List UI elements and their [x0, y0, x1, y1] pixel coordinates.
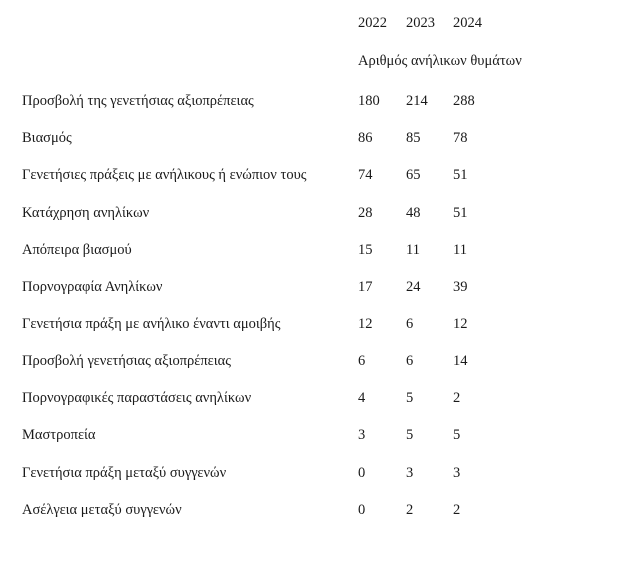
cell-2022: 86: [358, 130, 373, 146]
cell-2023: 6: [406, 353, 414, 369]
cell-2022: 6: [358, 353, 366, 369]
cell-2023: 5: [406, 390, 414, 406]
cell-2024: 12: [453, 316, 468, 332]
year-header-2022: 2022: [358, 15, 387, 31]
row-label: Ασέλγεια μεταξύ συγγενών: [22, 502, 182, 518]
cell-2023: 11: [406, 242, 420, 258]
cell-2023: 6: [406, 316, 414, 332]
table-row: [0, 130, 620, 150]
cell-2022: 180: [358, 93, 380, 109]
cell-2022: 0: [358, 465, 366, 481]
cell-2022: 15: [358, 242, 373, 258]
row-label: Προσβολή γενετήσιας αξιοπρέπειας: [22, 353, 232, 369]
row-label: Γενετήσια πράξη μεταξύ συγγενών: [22, 465, 227, 481]
year-header-2023: 2023: [406, 15, 435, 31]
table-row: [0, 427, 620, 447]
cell-2023: 85: [406, 130, 421, 146]
cell-2024: 5: [453, 427, 461, 443]
cell-2023: 3: [406, 465, 414, 481]
row-label: Γενετήσιες πράξεις με ανήλικους ή ενώπιον τους: [22, 167, 307, 183]
cell-2024: 2: [453, 502, 461, 518]
table-subtitle: Αριθμός ανήλικων θυμάτων: [358, 53, 522, 69]
row-label: Βιασμός: [22, 130, 72, 146]
table-row: [0, 242, 620, 262]
cell-2022: 12: [358, 316, 373, 332]
cell-2024: 51: [453, 167, 468, 183]
cell-2024: 51: [453, 205, 468, 221]
table-row: [0, 465, 620, 485]
table-row: [0, 167, 620, 187]
row-label: Προσβολή της γενετήσιας αξιοπρέπειας: [22, 93, 254, 109]
cell-2024: 78: [453, 130, 468, 146]
cell-2024: 11: [453, 242, 467, 258]
cell-2023: 65: [406, 167, 421, 183]
cell-2022: 3: [358, 427, 366, 443]
cell-2023: 214: [406, 93, 428, 109]
cell-2024: 39: [453, 279, 468, 295]
table-row: [0, 93, 620, 113]
row-label: Κατάχρηση ανηλίκων: [22, 205, 150, 221]
cell-2023: 48: [406, 205, 421, 221]
cell-2024: 3: [453, 465, 461, 481]
row-label: Γενετήσια πράξη με ανήλικο έναντι αμοιβής: [22, 316, 281, 332]
row-label: Πορνογραφικές παραστάσεις ανηλίκων: [22, 390, 252, 406]
cell-2022: 74: [358, 167, 373, 183]
cell-2022: 0: [358, 502, 366, 518]
year-header-2024: 2024: [453, 15, 482, 31]
cell-2023: 5: [406, 427, 414, 443]
cell-2024: 14: [453, 353, 468, 369]
cell-2024: 288: [453, 93, 475, 109]
table-row: [0, 390, 620, 410]
row-label: Πορνογραφία Ανηλίκων: [22, 279, 163, 295]
cell-2023: 24: [406, 279, 421, 295]
table-row: [0, 353, 620, 373]
table-row: [0, 205, 620, 225]
table-row: [0, 316, 620, 336]
cell-2023: 2: [406, 502, 414, 518]
row-label: Απόπειρα βιασμού: [22, 242, 132, 258]
cell-2022: 28: [358, 205, 373, 221]
cell-2022: 17: [358, 279, 373, 295]
cell-2024: 2: [453, 390, 461, 406]
table-row: [0, 279, 620, 299]
cell-2022: 4: [358, 390, 366, 406]
table-row: [0, 502, 620, 522]
row-label: Μαστροπεία: [22, 427, 96, 443]
